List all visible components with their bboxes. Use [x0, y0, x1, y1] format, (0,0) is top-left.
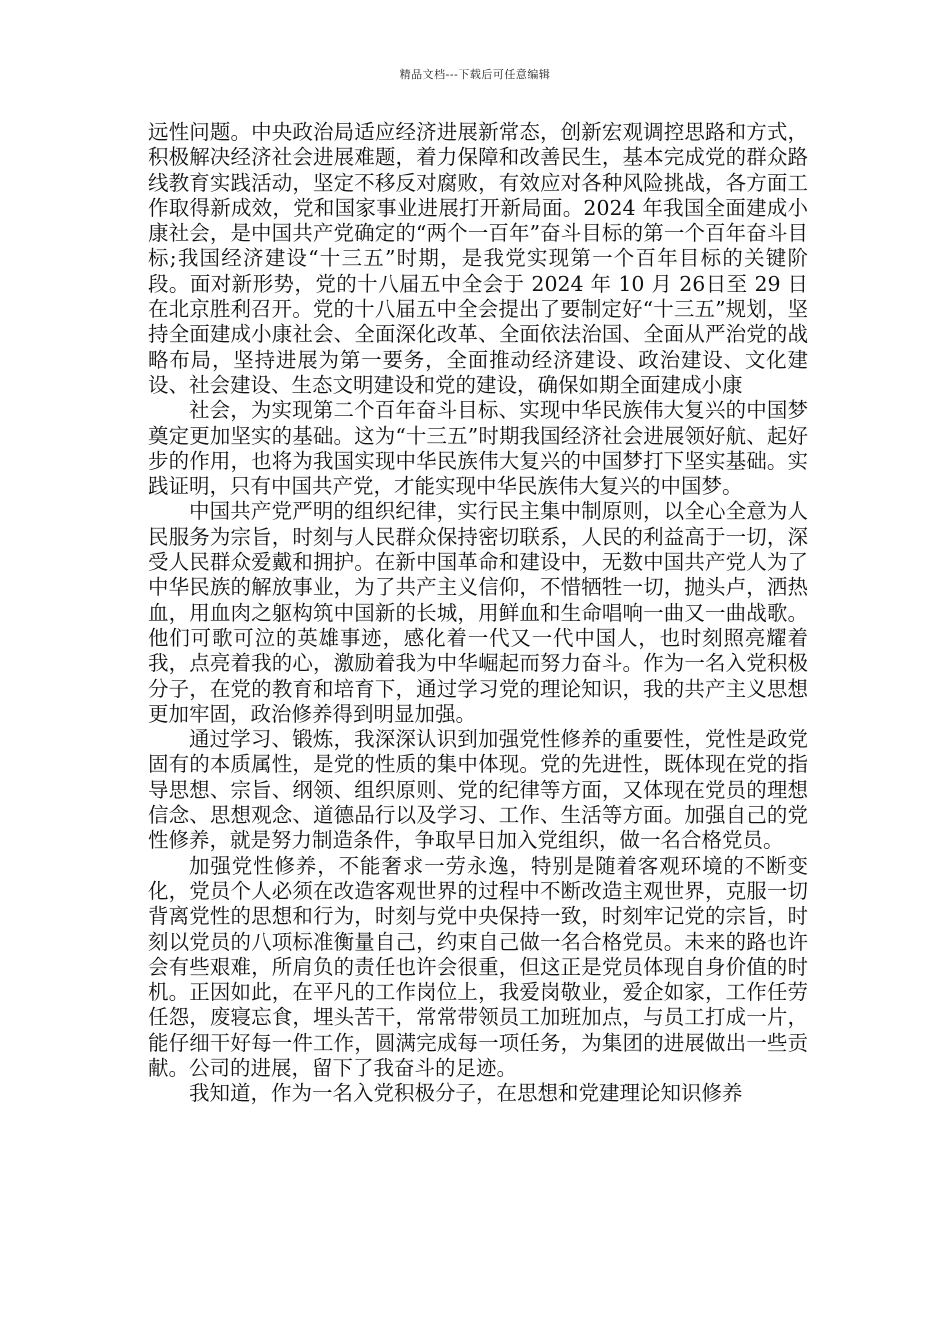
document-body	[148, 120, 808, 1107]
paragraph: 通过学习、锻炼，我深深认识到加强党性修养的重要性，党性是政党固有的本质属性，是党的性质的集中体现。党的先进性，既体现在党的指导思想、宗旨、纲领、组织原则、党的纪律等方面，又体现在党员的理想信念、思想观念、道德品行以及学习、工作、生活等方面。加强自己的党性修养，就是努力制造条件，争取早日加入党组织，做一名合格党员。	[148, 727, 808, 853]
paragraph: 远性问题。中央政治局适应经济进展新常态，创新宏观调控思路和方式，积极解决经济社会进展难题，着力保障和改善民生，基本完成党的群众路线教育实践活动，坚定不移反对腐败，有效应对各种风险挑战，各方面工作取得新成效，党和国家事业进展打开新局面。2024 年我国全面建成小康社会，是中国共产党确定的“两个一百年”奋斗目标的第一个百年奋斗目标;我国经济建设“十三五”时期，是我党实现第一个百年目标的关键阶段。面对新形势，党的十八届五中全会于 2024 年 10 月 26日至 29 日在北京胜利召开。党的十八届五中全会提出了要制定好“十三五”规划，坚持全面建成小康社会、全面深化改革、全面依法治国、全面从严治党的战略布局，坚持进展为第一要务，全面推动经济建设、政治建设、文化建设、社会建设、生态文明建设和党的建设，确保如期全面建成小康	[148, 120, 808, 397]
paragraph: 社会，为实现第二个百年奋斗目标、实现中华民族伟大复兴的中国梦奠定更加坚实的基础。这为“十三五”时期我国经济社会进展领好航、起好步的作用，也将为我国实现中华民族伟大复兴的中国梦打下坚实基础。实践证明，只有中国共产党，才能实现中华民族伟大复兴的中国梦。	[148, 398, 808, 499]
page-header: 精品文档---下载后可任意编辑	[399, 68, 551, 81]
paragraph: 我知道，作为一名入党积极分子，在思想和党建理论知识修养	[189, 1081, 743, 1106]
paragraph: 加强党性修养，不能奢求一劳永逸，特别是随着客观环境的不断变化，党员个人必须在改造客观世界的过程中不断改造主观世界，克服一切背离党性的思想和行为，时刻与党中央保持一致，时刻牢记党的宗旨，时刻以党员的八项标准衡量自己，约束自己做一名合格党员。未来的路也许会有些艰难，所肩负的责任也许会很重，但这正是党员体现自身价值的时机。正因如此，在平凡的工作岗位上，我爱岗敬业，爱企如家，工作任劳任怨，废寝忘食，埋头苦干，常常带领员工加班加点，与员工打成一片，能仔细干好每一件工作，圆满完成每一项任务，为集团的进展做出一些贡献。公司的进展，留下了我奋斗的足迹。	[148, 853, 808, 1080]
paragraph: 中国共产党严明的组织纪律，实行民主集中制原则，以全心全意为人民服务为宗旨，时刻与人民群众保持密切联系，人民的利益高于一切，深受人民群众爱戴和拥护。在新中国革命和建设中，无数中国共产党人为了中华民族的解放事业，为了共产主义信仰，不惜牺牲一切，抛头卢，洒热血，用血肉之躯构筑中国新的长城，用鲜血和生命唱响一曲又一曲战歌。他们可歌可泣的英雄事迹，感化着一代又一代中国人，也时刻照亮耀着我，点亮着我的心，激励着我为中华崛起而努力奋斗。作为一名入党积极分子，在党的教育和培育下，通过学习党的理论知识，我的共产主义思想更加牢固，政治修养得到明显加强。	[148, 499, 808, 726]
